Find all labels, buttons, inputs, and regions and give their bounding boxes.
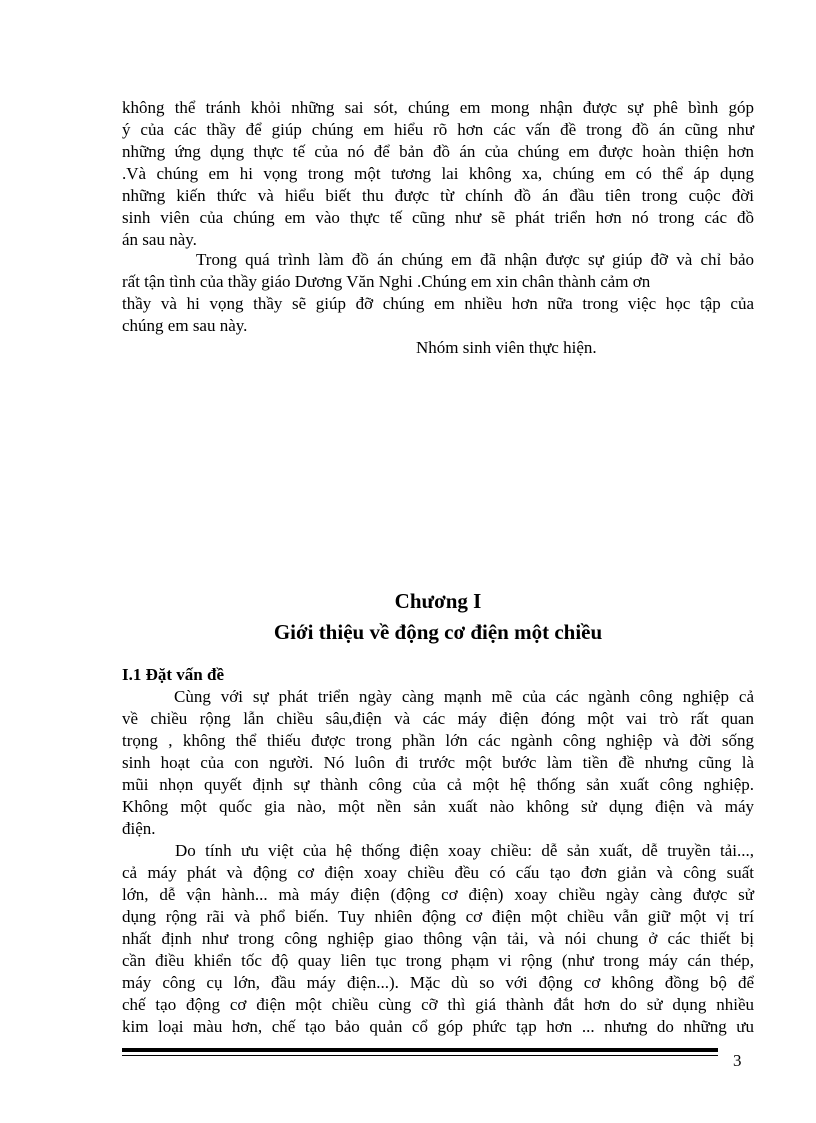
- text-line: ý của các thầy để giúp chúng em hiểu rõ hơn các vấn đề trong đồ án cũng như: [122, 120, 754, 139]
- chapter-title: Giới thiệu về động cơ điện một chiều: [273, 620, 603, 644]
- text-line: điện.: [122, 819, 156, 838]
- section-heading: I.1 Đặt vấn đề: [122, 665, 225, 684]
- thanks-paragraph: [122, 249, 754, 337]
- text-line: mũi nhọn quyết định sự thành công của cả một hệ thống sản xuất công nghiệp.: [122, 775, 754, 794]
- footer-rule-thick: [122, 1048, 718, 1052]
- text-line: Cùng với sự phát triển ngày càng mạnh mẽ của các ngành công nghiệp cả: [174, 687, 754, 706]
- text-line: nhất định như trong công nghiệp giao thông vận tải, và nói chung ở các thiết bị: [122, 929, 754, 948]
- text-line: những kiến thức và hiểu biết thu được từ chính đồ án đầu tiên trong cuộc đời: [122, 186, 754, 205]
- text-line: không thể tránh khỏi những sai sót, chúng em mong nhận được sự phê bình góp: [122, 98, 754, 117]
- text-line: sinh viên của chúng em vào thực tế cũng như sẽ phát triển hơn nó trong các đồ: [122, 208, 754, 227]
- chapter-number: Chương I: [394, 589, 482, 613]
- signature-line: Nhóm sinh viên thực hiện.: [416, 338, 597, 357]
- text-line: chế tạo động cơ điện một chiều cùng cỡ thì giá thành đắt hơn do sử dụng nhiều: [122, 995, 754, 1014]
- text-line: cả máy phát và động cơ điện xoay chiều đều có cấu tạo đơn giản và công suất: [122, 863, 754, 882]
- text-line: dụng rộng rãi và phổ biến. Tuy nhiên động cơ điện một chiều vẫn giữ một vị trí: [122, 907, 754, 926]
- section-paragraph-2: [122, 840, 754, 1038]
- text-line: máy công cụ lớn, đầu máy điện...). Mặc dù so với động cơ không đồng bộ để: [122, 973, 754, 992]
- page-number: 3: [733, 1051, 742, 1070]
- text-line: thầy và hi vọng thầy sẽ giúp đỡ chúng em nhiều hơn nữa trong việc học tập của: [122, 294, 754, 313]
- text-line: chúng em sau này.: [122, 316, 248, 335]
- text-line: Không một quốc gia nào, một nền sản xuất nào không sử dụng điện và máy: [122, 797, 754, 816]
- text-line: án sau này.: [122, 230, 197, 249]
- text-line: Trong quá trình làm đồ án chúng em đã nhận được sự giúp đỡ và chỉ bảo: [196, 250, 754, 269]
- intro-paragraph: [122, 97, 754, 251]
- text-line: kim loại màu hơn, chế tạo bảo quản cổ góp phức tạp hơn ... nhưng do những ưu: [122, 1017, 754, 1036]
- footer-rule-thin: [122, 1055, 718, 1056]
- text-line: lớn, dễ vận hành... mà máy điện (động cơ điện) xoay chiều ngày càng được sử: [122, 885, 754, 904]
- text-line: Do tính ưu việt của hệ thống điện xoay chiều: dễ sản xuất, dễ truyền tải...,: [175, 841, 754, 860]
- section-paragraph-1: [122, 686, 754, 840]
- text-line: .Và chúng em hi vọng trong một tương lai không xa, chúng em có thể áp dụng: [122, 164, 754, 183]
- text-line: những ứng dụng thực tế của nó để bản đồ án của chúng em được hoàn thiện hơn: [122, 142, 754, 161]
- text-line: sinh hoạt của con người. Nó luôn đi trước một bước làm tiền đề nhưng cũng là: [122, 753, 754, 772]
- text-line: trọng , không thể thiếu được trong phần lớn các ngành công nghiệp và đời sống: [122, 731, 754, 750]
- text-line: về chiều rộng lẫn chiều sâu,điện và các máy điện đóng một vai trò rất quan: [122, 709, 754, 728]
- text-line: rất tận tình của thầy giáo Dương Văn Nghi .Chúng em xin chân thành cảm ơn: [122, 272, 651, 291]
- text-line: cần điều khiển tốc độ quay liên tục trong phạm vi rộng (như trong máy cán thép,: [122, 951, 754, 970]
